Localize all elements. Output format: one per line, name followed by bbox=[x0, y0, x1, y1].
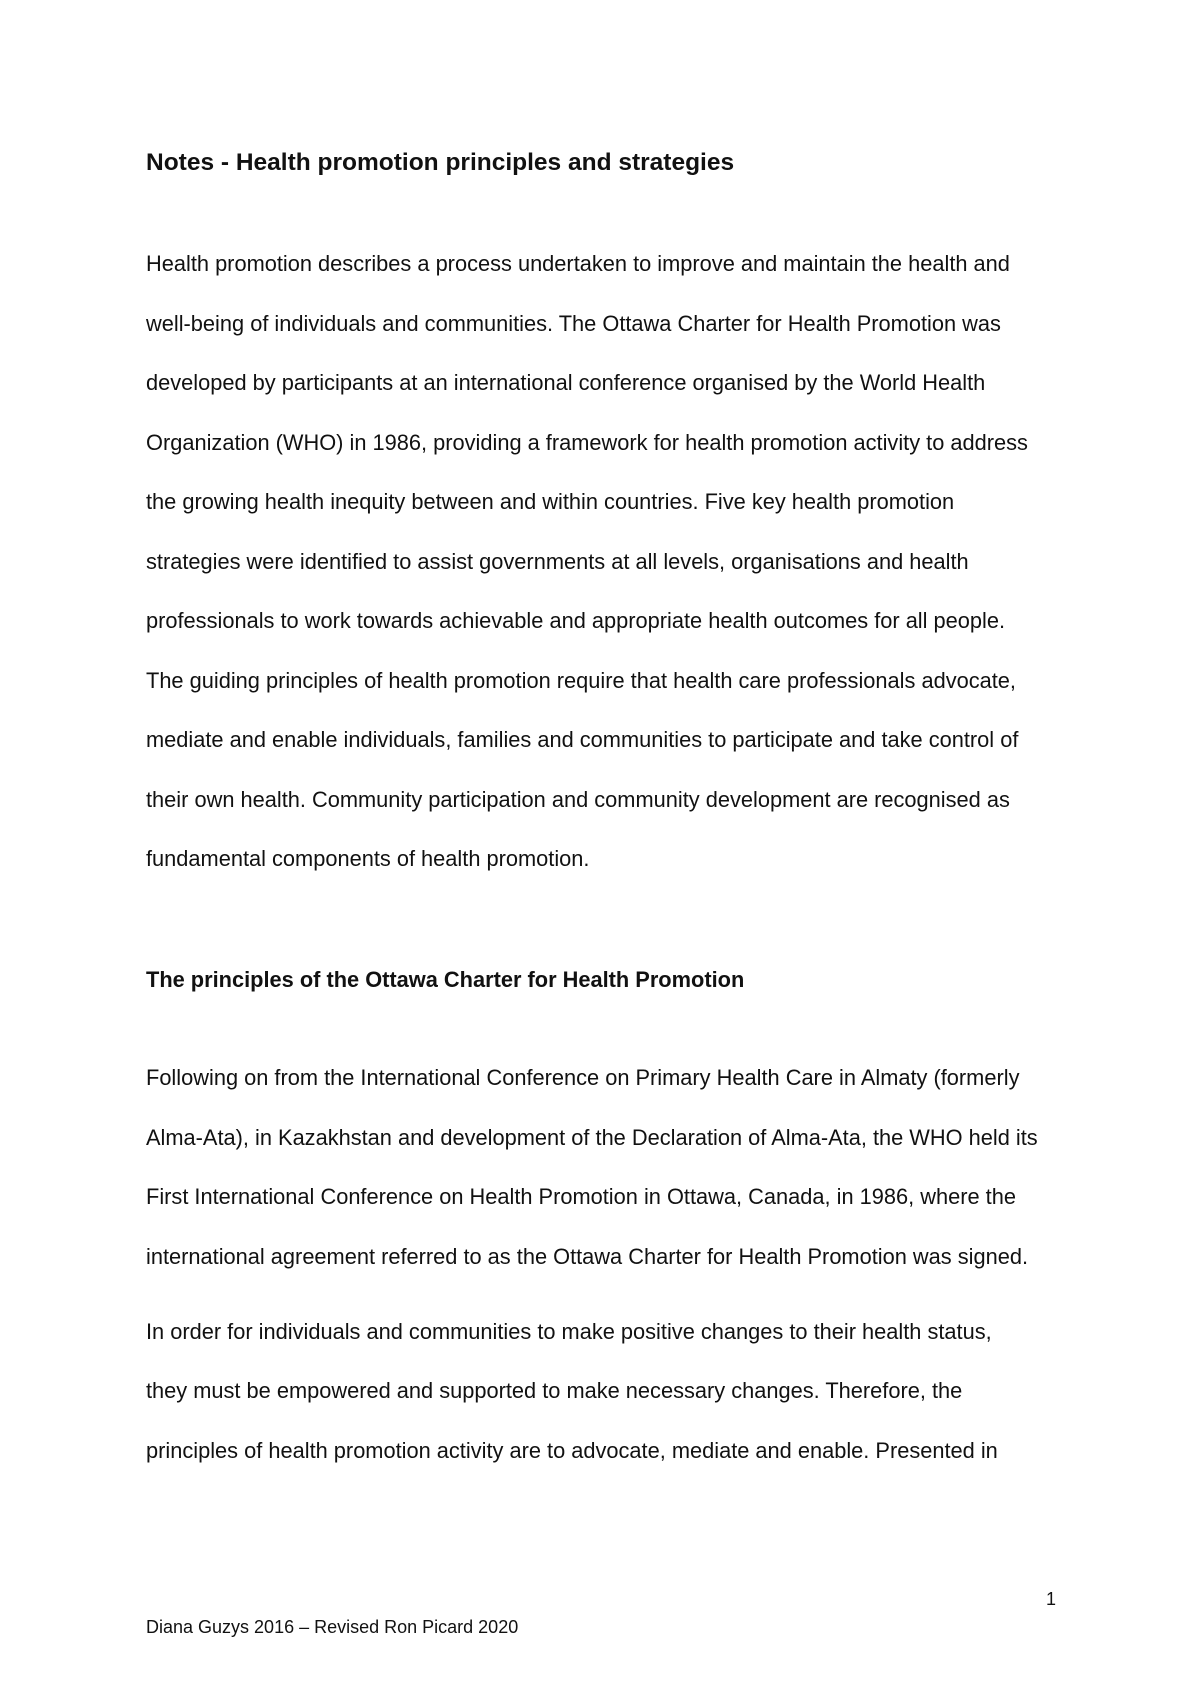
intro-line: The guiding principles of health promotion require that health care professionals advocate, bbox=[146, 668, 1016, 693]
section-line: they must be empowered and supported to make necessary changes. Therefore, the bbox=[146, 1378, 963, 1403]
section-line: international agreement referred to as the Ottawa Charter for Health Promotion was signed. bbox=[146, 1244, 1029, 1269]
intro-line: their own health. Community participation and community development are recognised as bbox=[146, 787, 1010, 812]
intro-line: Organization (WHO) in 1986, providing a framework for health promotion activity to address bbox=[146, 430, 1028, 455]
page-title: Notes - Health promotion principles and strategies bbox=[146, 149, 735, 176]
intro-line: mediate and enable individuals, families and communities to participate and take control of bbox=[146, 727, 1019, 752]
intro-line: professionals to work towards achievable and appropriate health outcomes for all people. bbox=[146, 608, 1006, 633]
section-line: Alma-Ata), in Kazakhstan and development of the Declaration of Alma-Ata, the WHO held its bbox=[146, 1125, 1038, 1150]
intro-line: well-being of individuals and communities. The Ottawa Charter for Health Promotion was bbox=[146, 311, 1001, 336]
page-number: 1 bbox=[1046, 1589, 1057, 1609]
section-line: In order for individuals and communities to make positive changes to their health status, bbox=[146, 1319, 992, 1344]
section-line: principles of health promotion activity are to advocate, mediate and enable. Presented in bbox=[146, 1438, 998, 1463]
intro-line: developed by participants at an international conference organised by the World Health bbox=[146, 370, 986, 395]
intro-line: strategies were identified to assist governments at all levels, organisations and health bbox=[146, 549, 969, 574]
intro-line: fundamental components of health promotion. bbox=[146, 846, 590, 871]
section-heading: The principles of the Ottawa Charter for Health Promotion bbox=[146, 967, 745, 992]
intro-line: Health promotion describes a process undertaken to improve and maintain the health and bbox=[146, 251, 1010, 276]
section-line: Following on from the International Conference on Primary Health Care in Almaty (formerly bbox=[146, 1065, 1020, 1090]
footer-credit: Diana Guzys 2016 – Revised Ron Picard 2020 bbox=[146, 1617, 519, 1637]
intro-line: the growing health inequity between and within countries. Five key health promotion bbox=[146, 489, 955, 514]
section-line: First International Conference on Health Promotion in Ottawa, Canada, in 1986, where the bbox=[146, 1184, 1016, 1209]
